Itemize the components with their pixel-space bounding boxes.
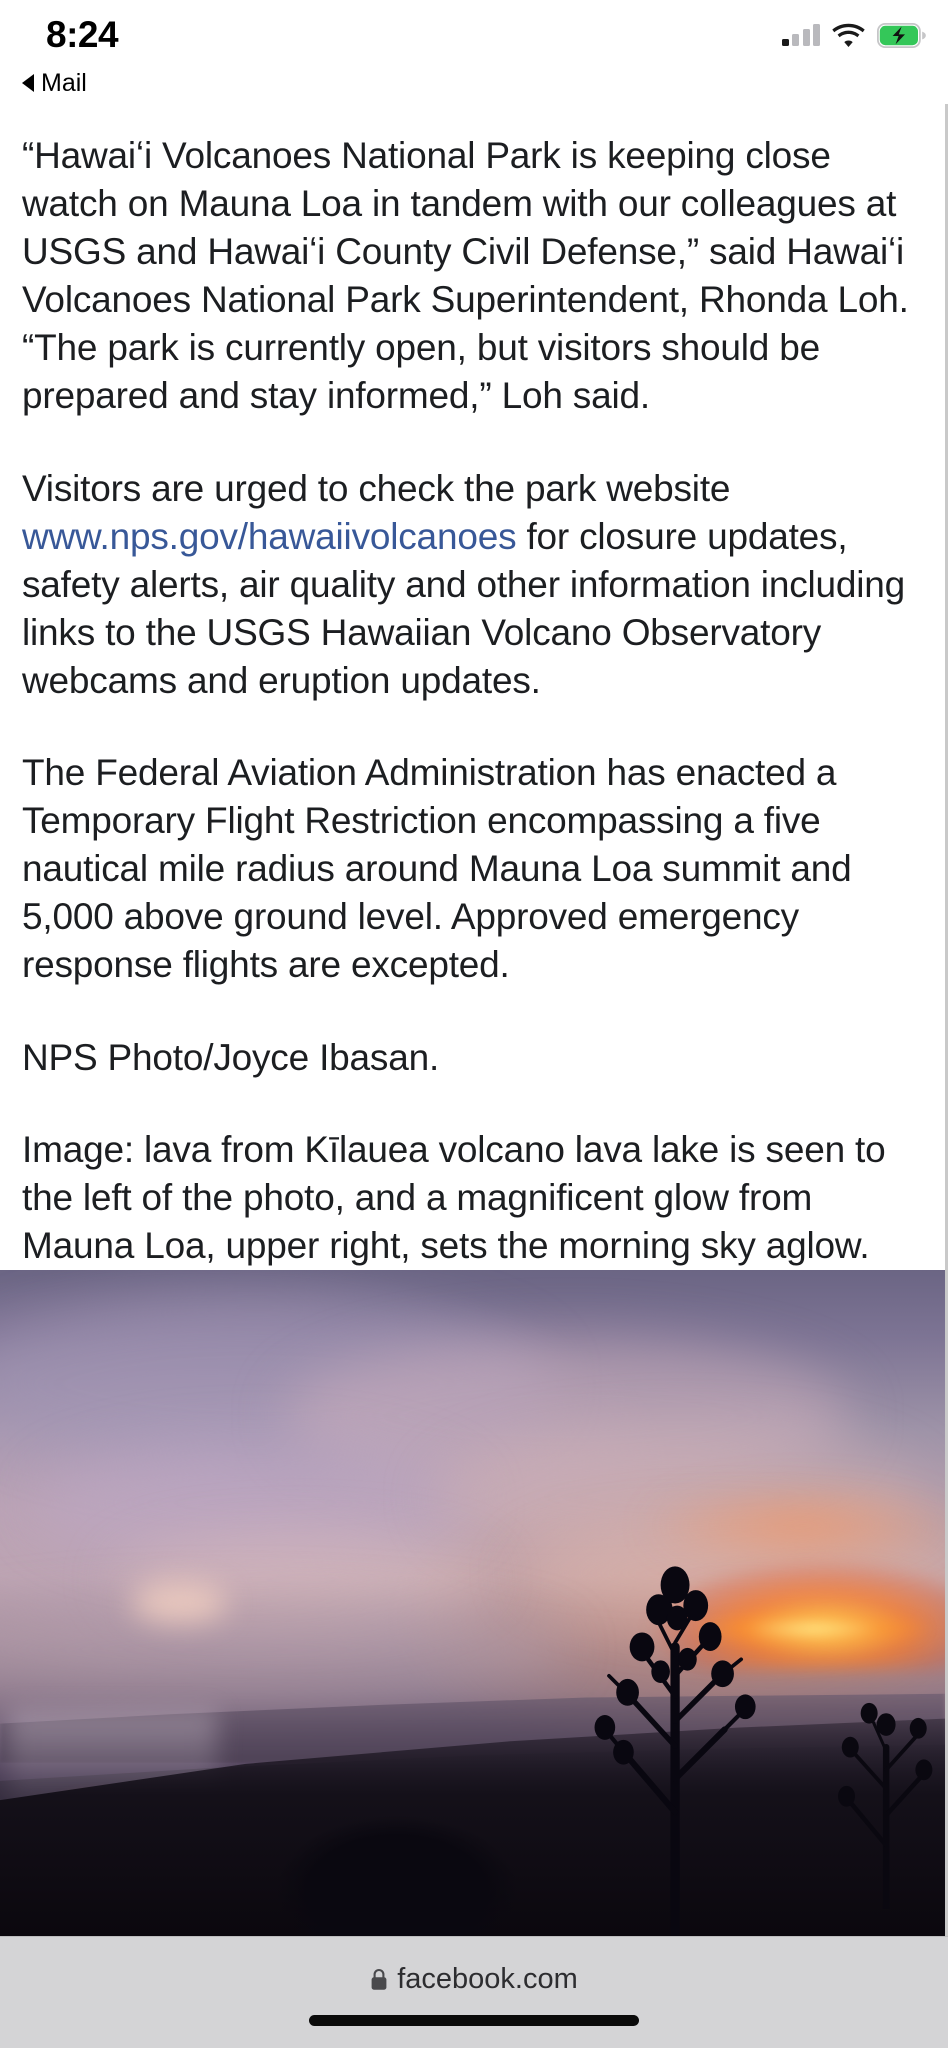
battery-charging-icon xyxy=(877,23,926,48)
status-bar-clock: 8:24 xyxy=(46,14,119,55)
cellular-signal-icon xyxy=(782,24,821,46)
web-view[interactable] xyxy=(0,104,948,1936)
article-paragraph xyxy=(0,1034,945,1082)
address-bar-domain: facebook.com xyxy=(397,1963,578,1995)
image-caption-text: Image: lava from Kīlauea volcano lava lake is seen to the left of the photo, and a magnificent glow from Mauna Loa, upper right, sets the morning sky aglow. xyxy=(22,1128,886,1266)
nps-website-link[interactable]: www.nps.gov/hawaiivolcanoes xyxy=(22,515,517,557)
paragraph-text: for closure updates, safety alerts, air quality and other information including links to the USGS Hawaiian Volcano Observatory webcams and eruption updates. xyxy=(22,515,906,701)
article-paragraph xyxy=(0,132,945,421)
browser-footer xyxy=(0,1936,948,2048)
status-bar xyxy=(0,0,948,62)
status-bar-indicators xyxy=(782,20,927,50)
article-body xyxy=(0,104,945,1270)
home-indicator[interactable] xyxy=(309,2015,639,2026)
volcano-sunrise-photo[interactable] xyxy=(0,1270,945,1936)
photo-silhouette-branch xyxy=(803,1683,945,1909)
paragraph-text: “Hawaiʻi Volcanoes National Park is keeping close watch on Mauna Loa in tandem with our colleagues at USGS and Hawaiʻi County Civil Defense,” said Hawaiʻi Volcanoes National Park Superintendent, Rhonda Loh. “The park is currently open, but visitors should be prepared and stay informed,” Loh said. xyxy=(22,135,909,417)
paragraph-text: Visitors are urged to check the park website xyxy=(22,467,731,509)
lock-icon xyxy=(370,1968,388,1991)
photo-lit-cloud xyxy=(132,1583,227,1623)
address-bar[interactable] xyxy=(370,1963,578,1996)
back-to-mail-label: Mail xyxy=(41,68,87,97)
back-to-mail-link[interactable] xyxy=(22,69,87,98)
photo-credit-text: NPS Photo/Joyce Ibasan. xyxy=(22,1036,440,1078)
article-paragraph xyxy=(0,749,945,989)
photo-foreground-bush xyxy=(246,1783,548,1936)
photo-silhouette-tree xyxy=(567,1523,775,1936)
back-caret-icon xyxy=(22,74,34,92)
article-paragraph xyxy=(0,465,945,705)
paragraph-text: The Federal Aviation Administration has enacted a Temporary Flight Restriction encompassing a five nautical mile radius around Mauna Loa summit and 5,000 above ground level. Approved emergency response flights are excepted. xyxy=(22,752,852,986)
wifi-icon xyxy=(832,23,865,47)
app-back-bar xyxy=(0,62,948,104)
article-paragraph xyxy=(0,1126,945,1270)
